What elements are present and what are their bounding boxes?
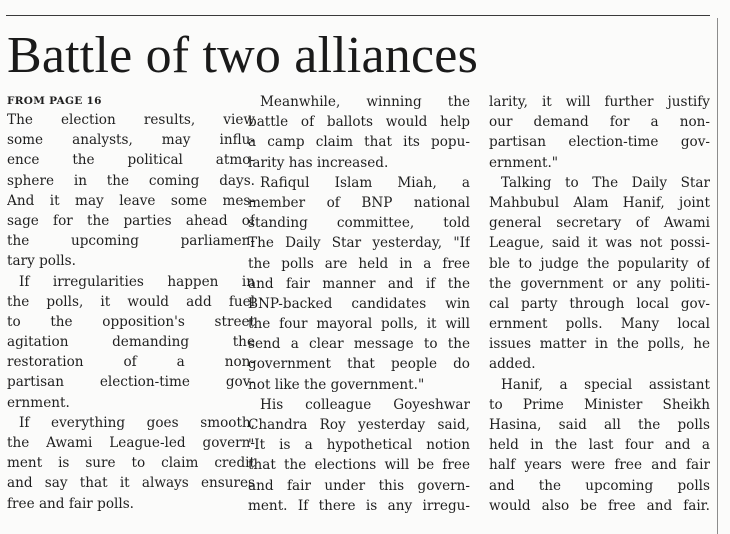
text-line: His colleague Goyeshwar	[260, 396, 470, 413]
text-line: sage for the parties ahead of	[7, 212, 255, 229]
text-line: the Awami League-led govern-	[7, 435, 255, 451]
text-line: added.	[489, 356, 536, 373]
text-line: our demand for a non-	[489, 114, 710, 131]
text-line: and say that it always ensures	[7, 475, 255, 492]
text-line: If everything goes smooth,	[19, 414, 255, 431]
article-column-2	[248, 92, 470, 516]
text-line: restoration of a non-	[7, 354, 255, 371]
text-line: and fair under this govern-	[248, 477, 470, 494]
text-line: half years were free and fair	[489, 457, 710, 474]
text-line: a camp claim that its popu-	[248, 134, 470, 151]
text-line: partisan election-time gov-	[7, 374, 255, 391]
column-1-text	[7, 110, 255, 514]
text-line: sphere in the coming days.	[7, 172, 255, 189]
text-line: tary polls.	[7, 253, 76, 270]
text-line: ernment.	[7, 394, 70, 411]
text-line: larity, it will further justify	[489, 94, 710, 110]
text-line: Mahbubul Alam Hanif, joint	[489, 194, 710, 211]
text-line: BNP-backed candidates win	[248, 295, 470, 312]
column-divider-rule	[717, 18, 718, 534]
text-line: Chandra Roy yesterday said,	[248, 417, 470, 433]
text-line: The Daily Star yesterday, "If	[248, 235, 470, 252]
text-line: League, said it was not possi-	[489, 235, 710, 252]
text-line: Meanwhile, winning the	[260, 94, 470, 110]
text-line: larity has increased.	[248, 154, 389, 171]
text-line: not like the government."	[248, 376, 425, 393]
jump-kicker: FROM PAGE 16	[7, 95, 102, 107]
text-line: the government or any politi-	[489, 275, 710, 292]
article-column-1	[7, 92, 255, 514]
text-line: and the upcoming polls	[489, 477, 710, 494]
text-line: ment. If there is any irregu-	[248, 497, 470, 514]
text-line: ernment."	[489, 154, 559, 171]
text-line: Hasina, said all the polls	[489, 417, 710, 433]
text-line: battle of ballots would help	[248, 114, 470, 131]
text-line: agitation demanding the	[7, 334, 255, 351]
column-3-text	[489, 92, 710, 516]
text-line: to the opposition's street	[7, 313, 255, 330]
text-line: held in the last four and a	[489, 437, 710, 454]
text-line: ment is sure to claim credit	[7, 455, 255, 472]
text-line: ernment polls. Many local	[489, 316, 710, 333]
top-rule	[6, 15, 710, 16]
text-line: government that people do	[248, 356, 470, 373]
text-line: The election results, view	[7, 112, 255, 128]
article-column-3	[489, 92, 710, 516]
text-line: ble to judge the popularity of	[489, 255, 710, 272]
text-line: to Prime Minister Sheikh	[489, 396, 710, 413]
text-line: the upcoming parliamen-	[7, 233, 255, 250]
text-line: cal party through local gov-	[489, 295, 710, 312]
text-line: member of BNP national	[248, 194, 470, 211]
text-line: And it may leave some mes-	[7, 192, 255, 209]
text-line: partisan election-time gov-	[489, 134, 710, 151]
text-line: free and fair polls.	[7, 495, 135, 512]
text-line: general secretary of Awami	[489, 215, 710, 232]
text-line: that the elections will be free	[248, 457, 470, 474]
text-line: standing committee, told	[248, 215, 470, 232]
text-line: If irregularities happen in	[19, 273, 255, 290]
text-line: and fair manner and if the	[248, 275, 470, 292]
text-line: Rafiqul Islam Miah, a	[260, 174, 470, 191]
text-line: the polls are held in a free	[248, 255, 470, 272]
headline: Battle of two alliances	[7, 27, 479, 84]
text-line: issues matter in the polls, he	[489, 336, 710, 353]
text-line: the polls, it would add fuel	[7, 293, 255, 310]
text-line: the four mayoral polls, it will	[248, 316, 470, 333]
text-line: would also be free and fair.	[489, 497, 710, 514]
text-line: ence the political atmo-	[7, 152, 255, 169]
text-line: send a clear message to the	[248, 336, 470, 353]
text-line: "It is a hypothetical notion	[248, 437, 470, 454]
text-line: Hanif, a special assistant	[501, 376, 710, 393]
text-line: Talking to The Daily Star	[501, 174, 710, 191]
column-2-text	[248, 92, 470, 516]
text-line: some analysts, may influ-	[7, 132, 255, 149]
